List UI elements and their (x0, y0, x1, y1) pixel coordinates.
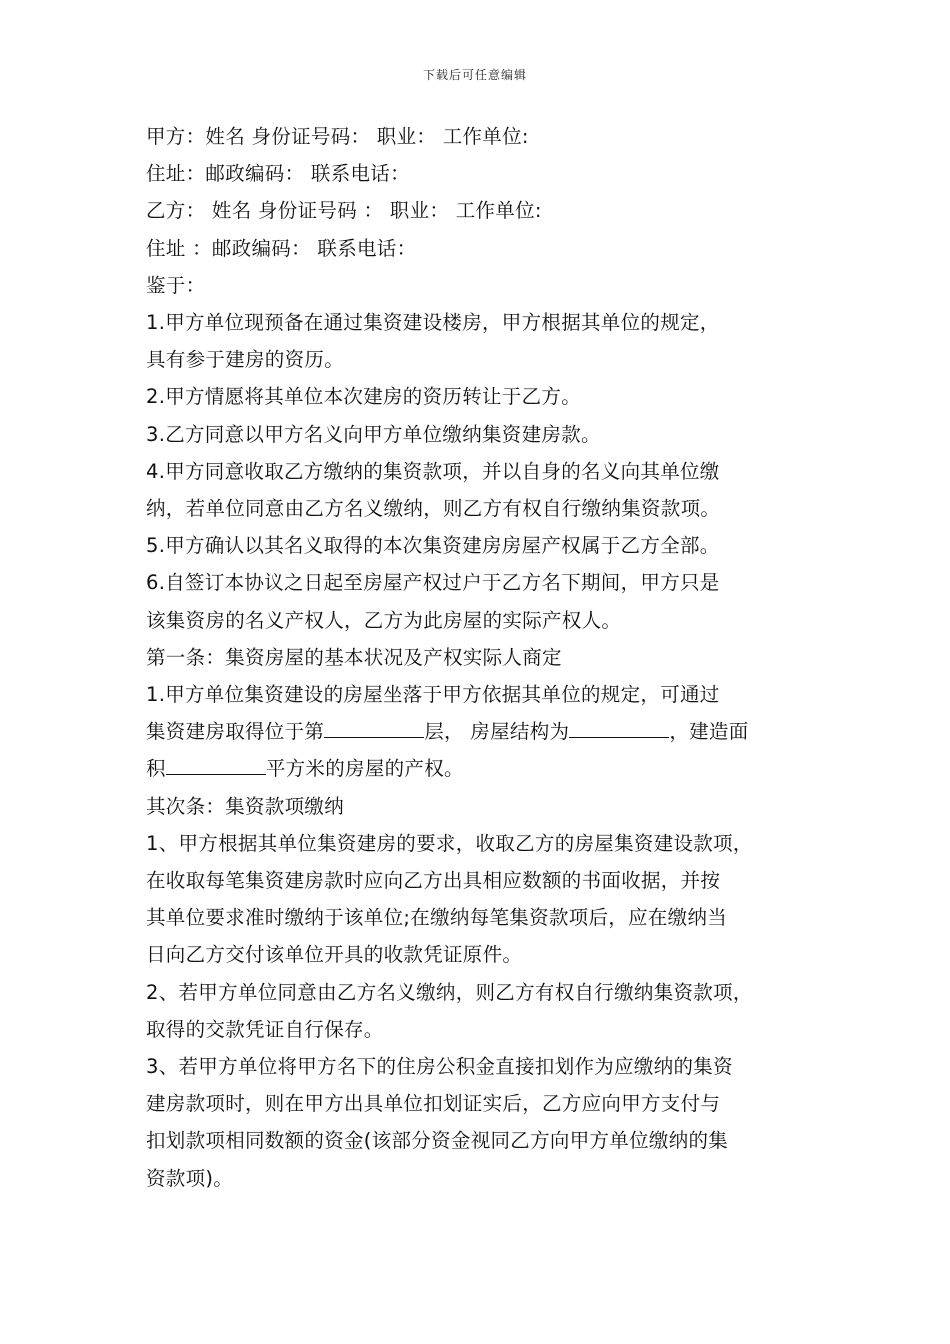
article-2-clause-1-line-2: 在收取每笔集资建房款时应向乙方出具相应数额的书面收据，并按 (146, 869, 721, 893)
recital-1-line-1: 1.甲方单位现预备在通过集资建设楼房，甲方根据其单位的规定， (146, 311, 720, 335)
article-2-clause-1-line-4: 日向乙方交付该单位开具的收款凭证原件。 (146, 943, 523, 967)
floor-blank[interactable] (324, 715, 424, 738)
recital-5: 5.甲方确认以其名义取得的本次集资建房房屋产权属于乙方全部。 (146, 534, 720, 558)
article-2-clause-3-line-3: 扣划款项相同数额的资金(该部分资金视同乙方向甲方单位缴纳的集 (146, 1129, 729, 1153)
area-char-text: 积 (146, 757, 166, 781)
article-2-clause-1-line-3: 其单位要求准时缴纳于该单位;在缴纳每笔集资款项后，应在缴纳当 (146, 906, 728, 930)
article-2-clause-2-line-1: 2、若甲方单位同意由乙方名义缴纳，则乙方有权自行缴纳集资款项， (146, 980, 753, 1004)
recital-2: 2.甲方情愿将其单位本次建房的资历转让于乙方。 (146, 385, 582, 409)
area-suffix-text: 平方米的房屋的产权。 (265, 757, 464, 781)
recital-6-line-1: 6.自签订本协议之日起至房屋产权过户于乙方名下期间，甲方只是 (146, 571, 720, 595)
recital-3: 3.乙方同意以甲方名义向甲方单位缴纳集资建房款。 (146, 422, 601, 446)
article-1-clause-1-line-1: 1.甲方单位集资建设的房屋坐落于甲方依据其单位的规定，可通过 (146, 683, 720, 707)
article-2-clause-2-line-2: 取得的交款凭证自行保存。 (146, 1017, 384, 1041)
article-1-clause-1-line-3 (146, 750, 826, 787)
structure-blank[interactable] (569, 715, 669, 738)
article-2-clause-3-line-4: 资款项)。 (146, 1166, 234, 1190)
party-a-identity-line: 甲方：姓名 身份证号码： 职业： 工作单位: (146, 125, 529, 148)
party-a-address-line: 住址：邮政编码： 联系电话： (146, 162, 410, 186)
structure-prefix-text: 层， 房屋结构为 (424, 720, 570, 744)
area-prefix-text: ，建造面 (669, 720, 749, 744)
article-2-clause-1-line-1: 1、甲方根据其单位集资建房的要求，收取乙方的房屋集资建设款项， (146, 831, 753, 855)
article-2-heading: 其次条：集资款项缴纳 (146, 794, 345, 818)
whereas-heading: 鉴于： (146, 273, 206, 297)
recital-4-line-2: 纳，若单位同意由乙方名义缴纳，则乙方有权自行缴纳集资款项。 (146, 497, 721, 521)
recital-6-line-2: 该集资房的名义产权人，乙方为此房屋的实际产权人。 (146, 608, 622, 632)
recital-4-line-1: 4.甲方同意收取乙方缴纳的集资款项，并以自身的名义向其单位缴 (146, 459, 720, 483)
document-body (146, 118, 826, 1197)
article-2-clause-3-line-1: 3、若甲方单位将甲方名下的住房公积金直接扣划作为应缴纳的集资 (146, 1055, 733, 1079)
page-header: 下载后可任意编辑 (422, 68, 527, 82)
article-1-clause-1-line-2 (146, 713, 826, 750)
party-b-identity-line: 乙方： 姓名 身份证号码 ： 职业： 工作单位: (146, 199, 542, 223)
party-b-address-line: 住址 ：邮政编码： 联系电话： (146, 236, 417, 260)
floor-prefix-text: 集资建房取得位于第 (146, 720, 325, 744)
recital-1-line-2: 具有参于建房的资历。 (146, 348, 345, 372)
area-blank[interactable] (166, 752, 266, 775)
article-2-clause-3-line-2: 建房款项时，则在甲方出具单位扣划证实后，乙方应向甲方支付与 (146, 1092, 721, 1116)
article-1-heading: 第一条：集资房屋的基本状况及产权实际人商定 (146, 645, 562, 669)
